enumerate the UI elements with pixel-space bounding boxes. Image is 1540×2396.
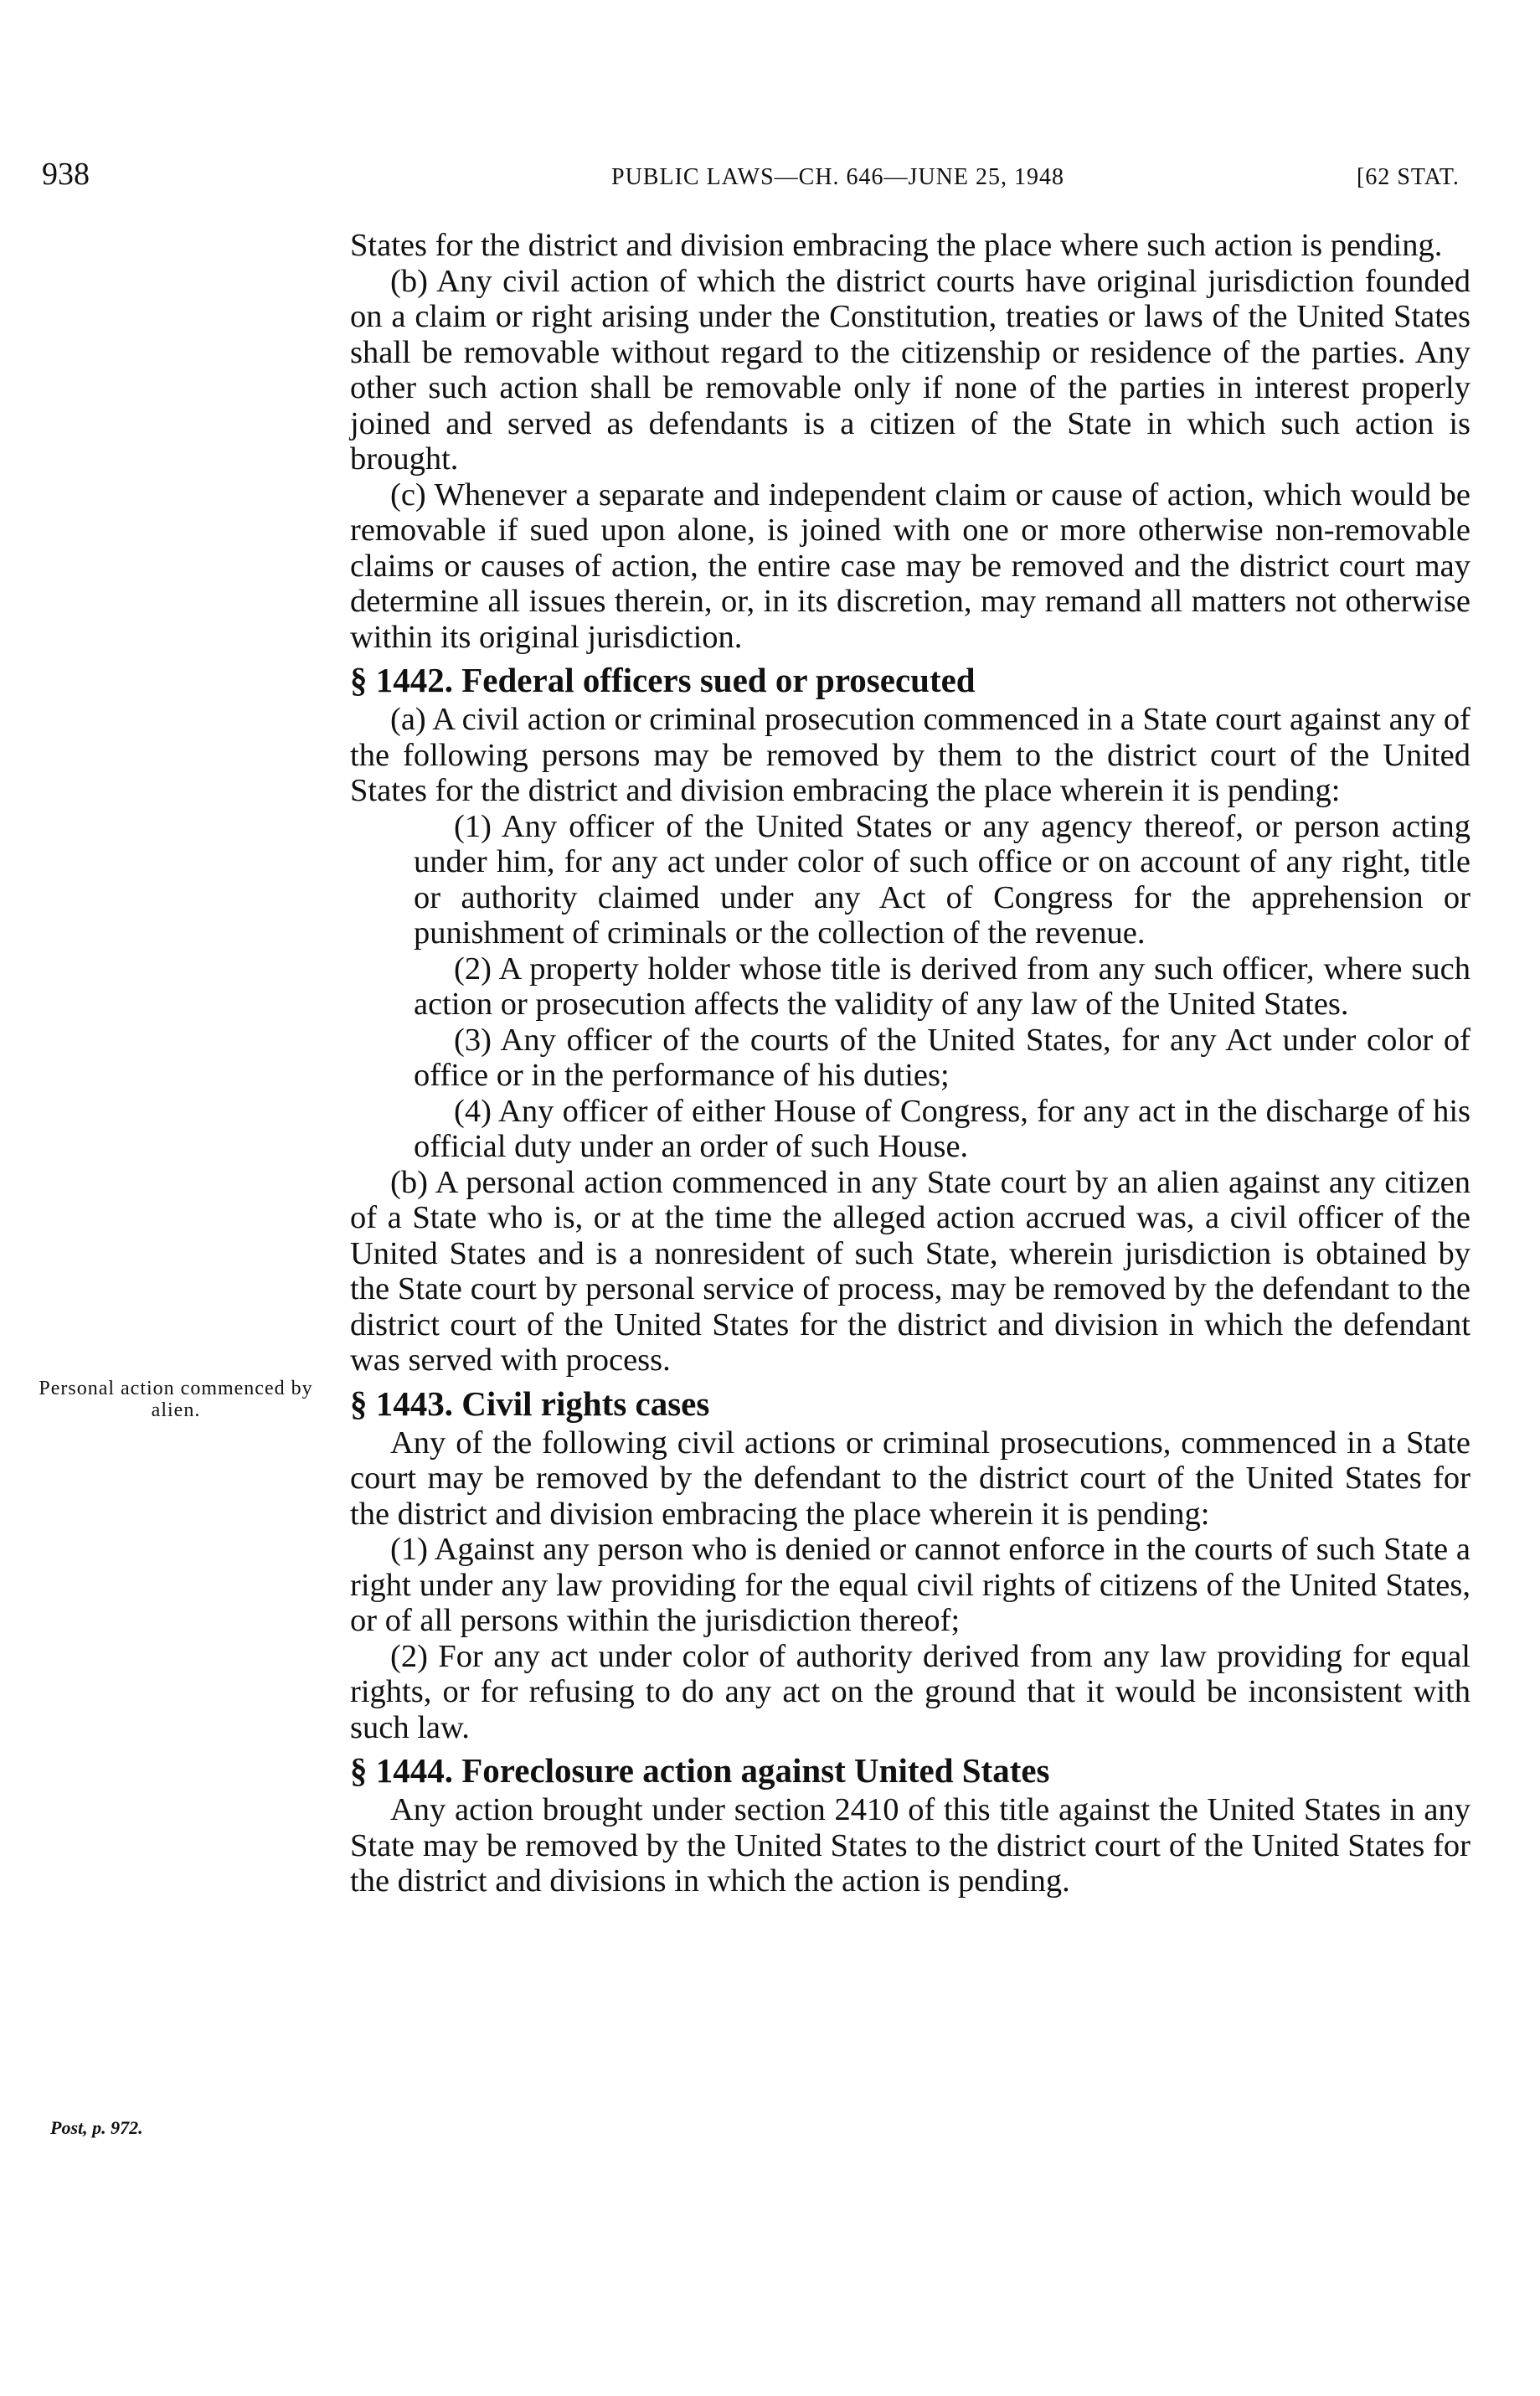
paragraph-1442-a: (a) A civil action or criminal prosecution commenced in a State court against any of the following persons may be removed by them to the district court of the United States for the district and division embracing the place wherein it is pending: [350,702,1470,808]
section-heading-1443: § 1443. Civil rights cases [350,1383,710,1423]
section-heading-1442: § 1442. Federal officers sued or prosecuted [350,661,976,699]
margin-note-personal-action: Personal action commenced by alien. [39,1378,313,1421]
paragraph-1443-1: (1) Against any person who is denied or cannot enforce in the courts of such State a right under any law providing for the equal civil rights of citizens of the United States, or of all persons within the jurisdiction thereof; [350,1532,1470,1638]
paragraph-1443-intro: Any of the following civil actions or criminal prosecutions, commenced in a State court may be removed by the defendant to the district court of the United States for the district and division embracing the place wherein it is pending: [350,1425,1470,1532]
paragraph-1442-a-1: (1) Any officer of the United States or any agency thereof, or person acting under him, for any act under color of such office or on account of any right, title or authority claimed under any Act of Congress for the apprehension or punishment of criminals or the collection of the revenue. [414,808,1470,951]
paragraph-1442-a-3: (3) Any officer of the courts of the United States, for any Act under color of office or in the performance of his duties; [414,1022,1470,1093]
paragraph-1441-c: (c) Whenever a separate and independent claim or cause of action, which would be removable if sued upon alone, is joined with one or more otherwise non-removable claims or causes of action, the entire case may be removed and the district court may determine all issues therein, or, in its discretion, may remand all matters not otherwise within its original jurisdiction. [350,477,1470,655]
margin-note-post-ref: Post, p. 972. [50,2117,143,2138]
page-number: 938 [42,157,90,192]
section-heading-1444: § 1444. Foreclosure action against United States [350,1751,1050,1790]
paragraph-1442-a-4: (4) Any officer of either House of Congress, for any act in the discharge of his official duty under an order of such House. [414,1093,1470,1164]
statute-body [350,228,1470,1899]
paragraph-continuation: States for the district and division embracing the place where such action is pending. [350,228,1443,263]
paragraph-1442-b: (b) A personal action commenced in any State court by an alien against any citizen of a State who is, or at the time the alleged action accrued was, a civil officer of the United States and is a nonresident of such State, wherein jurisdiction is obtained by the State court by personal service of process, may be removed by the defendant to the district court of the United States for the district and division in which the defendant was served with process. [350,1164,1470,1378]
paragraph-1443-2: (2) For any act under color of authority derived from any law providing for equal rights, or for refusing to do any act on the ground that it would be inconsistent with such law. [350,1638,1470,1745]
paragraph-1442-a-2: (2) A property holder whose title is derived from any such officer, where such action or prosecution affects the validity of any law of the United States. [414,951,1470,1022]
statute-reference: [62 STAT. [1357,164,1460,190]
paragraph-1441-b: (b) Any civil action of which the district courts have original jurisdiction founded on a claim or right arising under the Constitution, treaties or laws of the United States shall be removable without regard to the citizenship or residence of the parties. Any other such action shall be removable only if none of the parties in interest properly joined and served as defendants is a citizen of the State in which such action is brought. [350,263,1470,477]
paragraph-1444: Any action brought under section 2410 of this title against the United States in any State may be removed by the United States to the district court of the United States for the district and divisions in which the action is pending. [350,1792,1470,1899]
running-head: PUBLIC LAWS—CH. 646—JUNE 25, 1948 [611,164,1064,190]
